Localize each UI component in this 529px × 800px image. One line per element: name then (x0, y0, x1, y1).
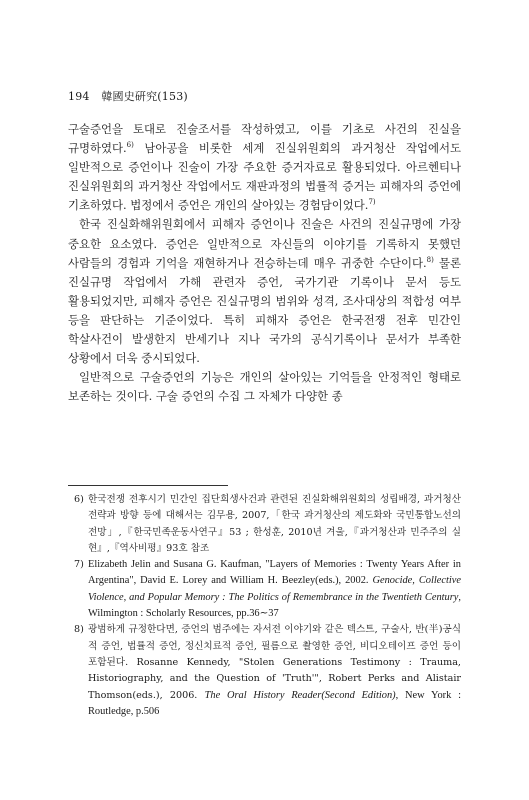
citation-text: 광범하게 규정한다면, 증언의 범주에는 자서전 이야기와 같은 텍스트, 구술사, 반(半)공식적 증언, 법률적 증언, 정신치료적 증언, 필름으로 촬영한 증언, 비디오테이프 증언 등이 포함된다. Rosanne Kennedy, "Stolen Generations Testimony : Trauma, Historiography, and the Question of 'Truth'", Robert Perks and Alistair Thomson(eds.), 2006. (88, 624, 461, 701)
footnote-number: 7) (74, 559, 84, 571)
paragraph-3 (68, 368, 461, 406)
footnote-3 (68, 622, 461, 720)
footnote-text (88, 622, 461, 720)
footnote-number: 8) (74, 624, 84, 636)
paragraph-text: 구술증언을 토대로 진술조서를 작성하였고, 이를 기초로 사건의 진실을 규명하였다. (68, 122, 461, 156)
citation-text: , New York : Routledge, p.506 (88, 689, 461, 717)
paragraph-2 (68, 215, 461, 368)
footnote-text (88, 492, 461, 557)
citation-text: Elizabeth Jelin and Susana G. Kaufman, "Layers of Memories : Twenty Years After in Argentina", David E. Lorey and William H. Beezley(eds.), 2002. (88, 559, 461, 587)
journal-title: 韓國史硏究(153) (101, 90, 188, 103)
footnotes (68, 492, 461, 720)
footnote-ref[interactable]: 7) (368, 198, 376, 207)
citation-title: Genocide, Collective Violence, and Popular Memory : The Politics of Remembrance in the Twentieth Century (88, 575, 461, 603)
footnote-divider (68, 485, 228, 486)
paragraph-text: 한국 진실화해위원회에서 피해자 증언이나 진술은 사건의 진실규명에 가장 중요한 요소였다. 증언은 일반적으로 자신들의 이야기를 기록하지 못했던 사람들의 경험과 기억을 재현하거나 전승하는데 매우 귀중한 수단이다. (68, 217, 461, 270)
paragraph-text: 물론 진실규명 작업에서 가해 관련자 증언, 국가기관 기록이나 문서 등도 활용되었지만, 피해자 증언은 진실규명의 범위와 성격, 조사대상의 적합성 여부 등을 판단하는 기준이었다. 특히 피해자 증언은 한국전쟁 전후 민간인 학살사건이 발생한지 반세기나 지나 국가의 공식기록이나 문서가 부족한 상황에서 더욱 중시되었다. (68, 255, 461, 366)
footnote-number: 6) (74, 494, 84, 505)
paragraph-text: 남아공을 비롯한 세계 진실위원회의 과거청산 작업에서도 일반적으로 증언이나 진술이 가장 주요한 증거자료로 활용되었다. 아르헨티나 진실위원회의 과거청산 작업에서도 재판과정의 법률적 증거는 피해자의 증언에 기초하였다. 법정에서 증언은 개인의 살아있는 경험담이었다. (68, 141, 461, 213)
paragraph-1 (68, 120, 461, 215)
page-number: 194 (68, 90, 90, 103)
footnote-1 (68, 492, 461, 557)
footnote-ref[interactable]: 6) (126, 141, 134, 150)
citation-text: , Wilmington : Scholarly Resources, pp.36∼37 (88, 591, 461, 620)
citation-title: The Oral History Reader(Second Edition) (204, 689, 396, 701)
footnote-ref[interactable]: 8) (426, 255, 434, 264)
footnote-text (88, 557, 461, 622)
body-text (68, 120, 461, 406)
paragraph-text: 일반적으로 구술증언의 기능은 개인의 살아있는 기억들을 안정적인 형태로 보존하는 것이다. 구술 증언의 수집 그 자체가 다양한 종 (68, 370, 461, 404)
footnote-2 (68, 557, 461, 622)
running-header (68, 88, 188, 104)
citation-text: 한국전쟁 전후시기 민간인 집단희생사건과 관련된 진실화해위원회의 성립배경, 과거청산 전략과 방향 등에 대해서는 김무용, 2007,「한국 과거청산의 제도화와 국민통합노선의 전망」,『한국민족운동사연구』53 ; 한성훈, 2010년 겨울,『과거청산과 민주주의 실현』,『역사비평』93호 참조 (88, 494, 461, 554)
